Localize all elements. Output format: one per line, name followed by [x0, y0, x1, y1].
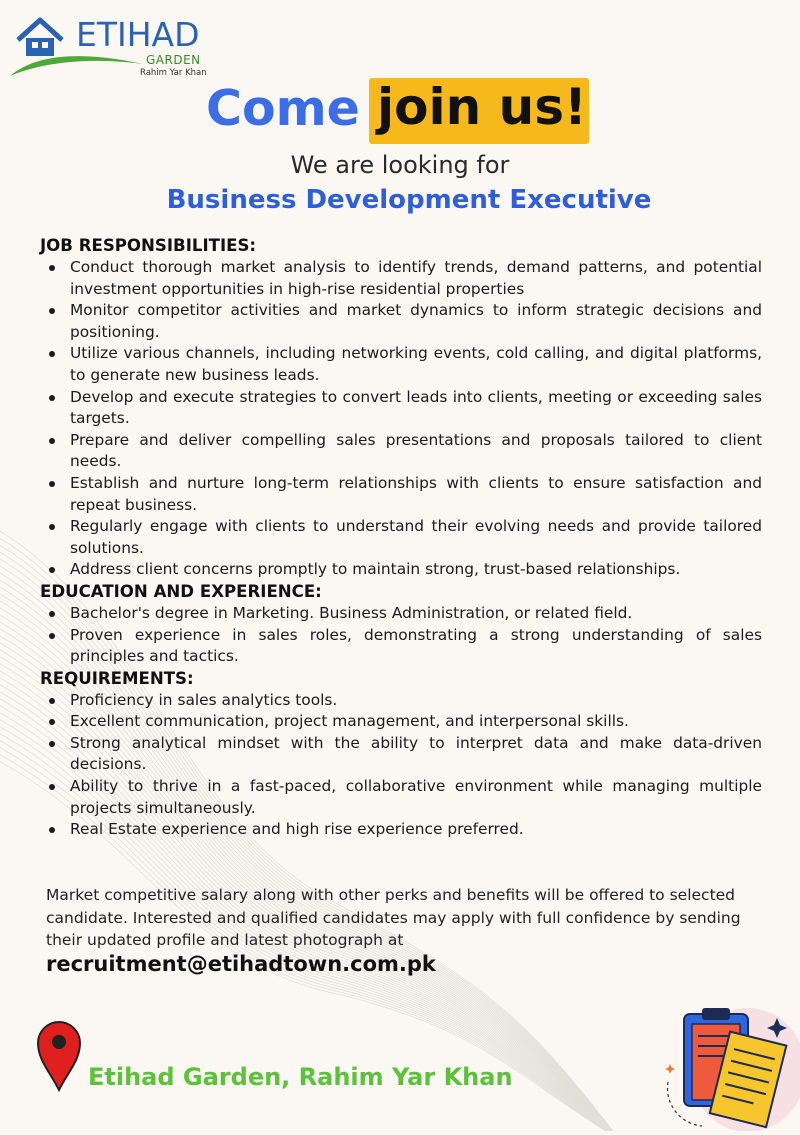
location-text: Etihad Garden, Rahim Yar Khan: [88, 1063, 513, 1091]
map-pin-icon: [36, 1020, 82, 1092]
logo-subtitle: GARDEN: [146, 53, 201, 67]
list-item: Conduct thorough market analysis to identify trends, demand patterns, and potential investment opportunities in high-rise residential properties: [70, 257, 762, 300]
looking-for-text: We are looking for: [290, 151, 510, 179]
list-item: Proficiency in sales analytics tools.: [70, 690, 762, 712]
section-title: REQUIREMENTS:: [40, 668, 194, 688]
list-item: Ability to thrive in a fast-paced, collaborative environment while managing multiple projects simultaneously.: [70, 776, 762, 819]
headline-come: Come: [206, 80, 360, 137]
list-item: Bachelor's degree in Marketing. Business Administration, or related field.: [70, 603, 762, 625]
position-title: Business Development Executive: [166, 185, 652, 215]
list-item: Proven experience in sales roles, demonstrating a strong understanding of sales principles and tactics.: [70, 625, 762, 668]
headline-join: join us!: [377, 78, 587, 136]
section-education: [40, 581, 762, 668]
headline: [0, 76, 800, 148]
list-item: Establish and nurture long-term relationships with clients to ensure satisfaction and repeat business.: [70, 473, 762, 516]
section-responsibilities: [40, 235, 762, 581]
job-description: [40, 235, 762, 841]
education-list: [40, 603, 762, 668]
section-title: EDUCATION AND EXPERIENCE:: [40, 581, 322, 601]
list-item: Excellent communication, project management, and interpersonal skills.: [70, 711, 762, 733]
list-item: Prepare and deliver compelling sales presentations and proposals tailored to client needs.: [70, 430, 762, 473]
clipboard-document-icon: [650, 998, 800, 1131]
company-logo: [8, 14, 218, 84]
list-item: Develop and execute strategies to convert leads into clients, meeting or exceeding sales targets.: [70, 387, 762, 430]
requirements-list: [40, 690, 762, 841]
responsibilities-list: [40, 257, 762, 581]
list-item: Monitor competitor activities and market dynamics to inform strategic decisions and positioning.: [70, 300, 762, 343]
list-item: Address client concerns promptly to maintain strong, trust-based relationships.: [70, 559, 762, 581]
list-item: Real Estate experience and high rise experience preferred.: [70, 819, 762, 841]
logo-city: Rahim Yar Khan: [140, 68, 207, 78]
list-item: Strong analytical mindset with the ability to interpret data and make data-driven decisions.: [70, 733, 762, 776]
logo-name: ETIHAD: [76, 15, 200, 54]
list-item: Regularly engage with clients to understand their evolving needs and provide tailored solutions.: [70, 516, 762, 559]
section-title: JOB RESPONSIBILITIES:: [40, 236, 257, 255]
list-item: Utilize various channels, including networking events, cold calling, and digital platforms, to generate new business leads.: [70, 343, 762, 386]
closing-paragraph: Market competitive salary along with other perks and benefits will be offered to selected candidate. Interested and qualified candidates may apply with full confidence by sending their updated profile and latest photograph at: [46, 886, 741, 949]
contact-email[interactable]: recruitment@etihadtown.com.pk: [46, 952, 436, 976]
section-requirements: [40, 668, 762, 841]
